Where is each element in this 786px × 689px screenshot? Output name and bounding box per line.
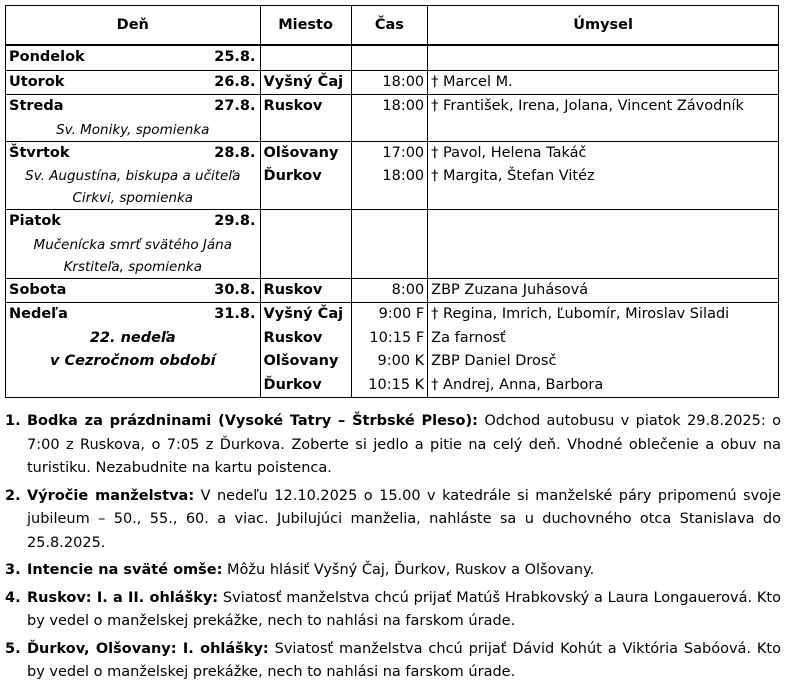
table-row-wednesday (6, 95, 779, 142)
feast-note: Sv. Augustína, biskupa a učiteľa Cirkvi, spomienka (25, 168, 241, 206)
announcement-body (27, 485, 781, 556)
time-cell: 18:00 (351, 70, 428, 95)
announcements-list (5, 410, 781, 689)
day-name: Štvrtok (9, 144, 70, 161)
day-cell (6, 141, 261, 210)
announcement-number: 4. (5, 589, 21, 606)
mass-time: 18:00 (382, 168, 425, 184)
announcement-item (5, 410, 781, 481)
place-cell (260, 45, 351, 70)
announcement-text: Môžu hlásiť Vyšný Čaj, Ďurkov, Ruskov a Olšovany. (222, 562, 595, 578)
announcement-heading: Bodka za prázdninami (Vysoké Tatry – Štrbské Pleso): (27, 413, 478, 429)
day-date: 28.8. (214, 144, 256, 161)
intent-cell (428, 141, 779, 210)
announcement-body (27, 587, 781, 634)
announcement-heading: Ruskov: I. a II. ohlášky: (27, 589, 219, 606)
day-cell (6, 95, 261, 142)
day-date: 27.8. (214, 98, 256, 114)
day-date: 29.8. (214, 213, 256, 229)
intent-cell: † Marcel M. (428, 70, 779, 95)
day-cell (6, 45, 261, 70)
announcement-number: 5. (5, 640, 21, 657)
table-header-row (6, 6, 779, 46)
day-name: Piatok (9, 213, 61, 229)
announcement-text: Sviatosť manželstva chcú prijať Dávid Kohút a Viktória Sabóová. Kto by vedel o manželskej prekážke, nech to nahlási na farskom úrade. (27, 640, 781, 680)
header-day: Deň (6, 6, 261, 46)
intent-text: † Pavol, Helena Takáč (431, 144, 587, 161)
time-cell (351, 303, 428, 398)
time-cell: 18:00 (351, 95, 428, 142)
intent-text: † Andrej, Anna, Barbora (431, 376, 604, 393)
mass-time: 10:15 F (369, 329, 425, 346)
place-cell (260, 141, 351, 210)
intent-text: † František, Irena, Jolana, Vincent Závodník (431, 98, 744, 114)
day-cell (6, 70, 261, 95)
mass-schedule-table (5, 5, 779, 398)
table-row-saturday (6, 278, 779, 303)
place-cell: Ruskov (260, 95, 351, 142)
table-row-friday (6, 210, 779, 279)
place-cell: Vyšný Čaj (260, 70, 351, 95)
mass-time: 10:15 K (368, 376, 425, 393)
table-row-tuesday (6, 70, 779, 95)
intent-text: ZBP Daniel Drosč (431, 353, 557, 369)
day-name: Sobota (9, 281, 67, 298)
day-date: 30.8. (214, 281, 256, 298)
day-cell (6, 210, 261, 279)
announcement-number: 3. (5, 562, 21, 578)
announcement-item (5, 638, 781, 685)
announcement-heading: Výročie manželstva: (27, 487, 195, 504)
sunday-title: 22. nedeľa (89, 329, 176, 346)
table-row-thursday (6, 141, 779, 210)
announcement-body (27, 559, 781, 583)
day-date: 31.8. (214, 306, 256, 322)
announcement-body (27, 638, 781, 685)
announcement-number: 2. (5, 487, 21, 504)
intent-cell (428, 210, 779, 279)
mass-time: 9:00 F (378, 306, 425, 322)
intent-cell (428, 95, 779, 142)
day-name: Streda (9, 98, 64, 114)
day-date: 26.8. (214, 73, 256, 90)
header-intent: Úmysel (428, 6, 779, 46)
sunday-season: v Cezročnom období (49, 353, 216, 369)
place-name: Ďurkov (263, 168, 322, 184)
place-cell (260, 210, 351, 279)
day-name: Utorok (9, 73, 65, 90)
place-cell: Ruskov (260, 278, 351, 303)
place-name: Ďurkov (263, 376, 322, 393)
intent-text: † Margita, Štefan Vitéz (431, 168, 595, 184)
time-cell (351, 210, 428, 279)
table-row-monday (6, 45, 779, 70)
announcement-text: Sviatosť manželstva chcú prijať Matúš Hrabkovský a Laura Longauerová. Kto by vedel o manželskej prekážke, nech to nahlási na farskom úrade. (27, 589, 781, 629)
announcement-heading: Ďurkov, Olšovany: I. ohlášky: (27, 640, 269, 657)
day-date: 25.8. (214, 49, 256, 65)
header-time: Čas (351, 6, 428, 46)
intent-cell: ZBP Zuzana Juhásová (428, 278, 779, 303)
announcement-item (5, 559, 781, 583)
place-name: Olšovany (263, 353, 339, 369)
day-cell (6, 278, 261, 303)
mass-time: 17:00 (382, 144, 425, 161)
place-name: Ruskov (263, 329, 323, 346)
announcement-item (5, 587, 781, 634)
announcement-heading: Intencie na sväté omše: (27, 562, 223, 578)
header-place: Miesto (260, 6, 351, 46)
announcement-body (27, 410, 781, 481)
intent-cell (428, 303, 779, 398)
place-name: Olšovany (263, 144, 339, 161)
mass-time: 9:00 K (377, 353, 425, 369)
intent-text: † Regina, Imrich, Ľubomír, Miroslav Siladi (431, 306, 730, 322)
day-cell (6, 303, 261, 398)
time-cell (351, 45, 428, 70)
feast-note: Sv. Moniky, spomienka (56, 121, 210, 138)
time-cell: 8:00 (351, 278, 428, 303)
time-cell (351, 141, 428, 210)
day-name: Nedeľa (9, 306, 68, 322)
intent-text: Za farnosť (431, 329, 506, 346)
announcement-text: Odchod autobusu v piatok 29.8.2025: o 7:00 z Ruskova, o 7:05 z Ďurkova. Zoberte si jedlo a pitie na celý deň. Vhodné oblečenie a obuv na turistiku. Nezabudnite na kartu poistenca. (27, 413, 781, 476)
announcement-number: 1. (5, 413, 21, 429)
day-name: Pondelok (9, 49, 85, 65)
intent-cell (428, 45, 779, 70)
place-cell (260, 303, 351, 398)
table-row-sunday (6, 303, 779, 398)
feast-note: Mučenícka smrť svätého Jána Krstiteľa, spomienka (33, 236, 232, 275)
announcement-item (5, 485, 781, 556)
place-name: Vyšný Čaj (263, 306, 344, 322)
announcement-text: V nedeľu 12.10.2025 o 15.00 v katedrále si manželské páry pripomenú svoje jubileum – 50., 55., 60. a viac. Jubilujúci manželia, nahláste sa u duchovného otca Stanislava do 25.8.2025. (27, 487, 781, 551)
